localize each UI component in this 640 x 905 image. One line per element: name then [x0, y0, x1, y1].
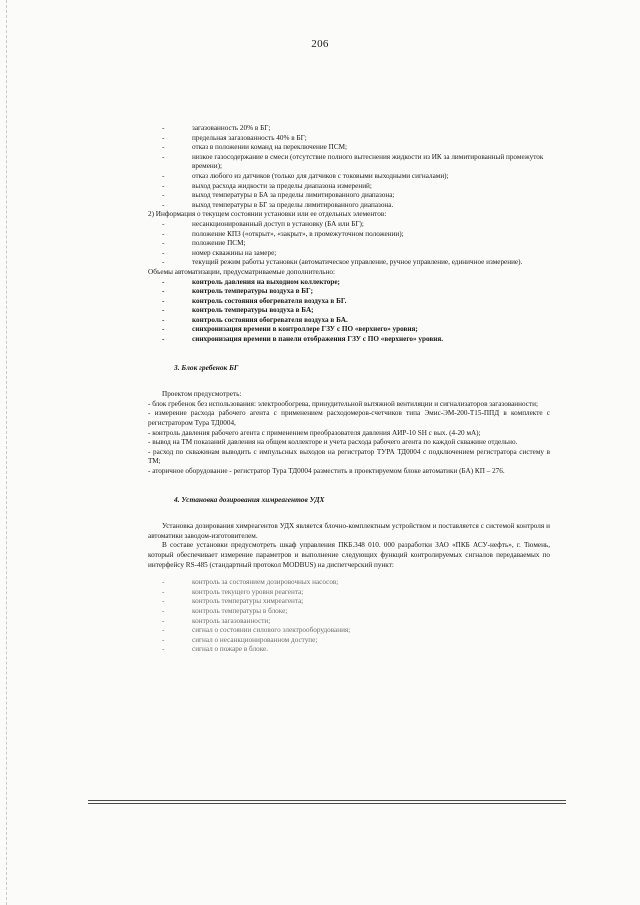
- list-item: [160, 220, 550, 230]
- list-item-text: контроль температуры химреагента;: [192, 597, 304, 606]
- list-item-text: сигнал о несанкционированном доступе;: [192, 635, 318, 644]
- list-item: [160, 325, 550, 335]
- list-item-text: отказ в положении команд на переключение ПСМ;: [192, 143, 348, 152]
- list-item-text: предельная загазованность 40% в БГ;: [192, 133, 307, 142]
- section-4-paragraph-1: Установка дозирования химреагентов УДХ является блочно-комплектным устройством и поставляется с системой контроля и автоматики заводом-изготовителем.: [148, 522, 550, 540]
- list-item-text: контроль давления на выходном коллекторе;: [192, 277, 340, 286]
- list-dash: -: [162, 587, 165, 596]
- list-dash: -: [162, 606, 165, 615]
- list-dash: -: [162, 335, 165, 344]
- udh-signal-list: [160, 578, 550, 655]
- list-item: [160, 645, 550, 655]
- list-dash: -: [162, 229, 165, 238]
- list-item-text: контроль за состоянием дозировочных насосов;: [192, 578, 339, 587]
- list-item-text: сигнал о состоянии силового электрооборудования;: [192, 626, 351, 635]
- section-3-items: [148, 399, 550, 477]
- section-3-item: - блок гребенок без использования: электрообогрева, принудительной вытяжной вентиляции и сигнализаторов загазованности;: [148, 399, 538, 408]
- list-item: [160, 316, 550, 326]
- list-dash: -: [162, 200, 165, 209]
- list-dash: -: [162, 635, 165, 644]
- list-item: [160, 153, 550, 172]
- list-dash: -: [162, 258, 165, 267]
- list-item: [160, 597, 550, 607]
- list-item-text: контроль температуры в блоке;: [192, 606, 288, 615]
- list-item: [160, 607, 550, 617]
- list-item: [160, 297, 550, 307]
- footer-rule: [88, 800, 566, 801]
- list-item: [160, 239, 550, 249]
- list-item-text: номер скважины на замере;: [192, 248, 277, 257]
- section-3-item: - аторичное оборудование - регистратор Тура ТД0004 разместить в проектируемом блоке автоматики (БА) КП – 276.: [148, 467, 505, 475]
- page-number: 206: [311, 38, 329, 50]
- list-item: [160, 588, 550, 598]
- list-item: [160, 201, 550, 211]
- list-dash: -: [162, 181, 165, 190]
- list-item-text: контроль состояния обогревателя воздуха в БА.: [192, 315, 348, 324]
- list-item: [160, 134, 550, 144]
- list-item-text: контроль температуры воздуха в БГ;: [192, 287, 314, 296]
- list-dash: -: [162, 645, 165, 654]
- list-item: [160, 578, 550, 588]
- section-3-item: - вывод на ТМ показаний давления на общем коллекторе и учета расхода рабочего агента по каждой скважине отдельно.: [148, 438, 518, 447]
- list-dash: -: [162, 124, 165, 132]
- section-4-title: 4. Установка дозирования химреагентов УДХ: [174, 494, 325, 504]
- list-dash: -: [162, 239, 165, 248]
- extra-list: [160, 278, 550, 345]
- list-item: [160, 124, 550, 134]
- list-dash: -: [162, 171, 165, 180]
- list-dash: -: [162, 616, 165, 625]
- info-header: 2) Информация о текущем состоянии установки или ее отдельных элементов:: [148, 210, 387, 219]
- list-dash: -: [162, 143, 165, 152]
- list-item: [160, 306, 550, 316]
- list-dash: -: [162, 152, 165, 161]
- list-item: [160, 249, 550, 259]
- list-item: [160, 617, 550, 627]
- list-dash: -: [162, 248, 165, 257]
- list-item: [160, 636, 550, 646]
- list-item-text: синхронизация времени в контроллере ГЗУ с ПО «верхнего» уровня;: [192, 325, 418, 334]
- section-3-item: - расход по скважинам выводить с импульсных выходов на регистратор ТУРА ТД0004 с подключением регистратора систему в ТМ;: [148, 447, 550, 466]
- list-item: [160, 182, 550, 192]
- list-item: [160, 287, 550, 297]
- extra-header: Объемы автоматизации, предусматриваемые дополнительно:: [148, 267, 336, 276]
- list-dash: -: [162, 597, 165, 606]
- list-item-text: выход температуры в БА за пределы лимитированного диапазона;: [192, 191, 395, 200]
- status-list: [160, 220, 550, 268]
- list-dash: -: [162, 578, 165, 587]
- list-item-text: текущий режим работы установки (автоматическое управление, ручное управление, единичное измерение).: [192, 258, 523, 267]
- list-dash: -: [162, 191, 165, 200]
- list-item-text: контроль состояния обогревателя воздуха в БГ.: [192, 296, 347, 305]
- list-dash: -: [162, 315, 165, 324]
- list-item: [160, 230, 550, 240]
- page-content: [148, 124, 550, 655]
- list-dash: -: [162, 287, 165, 296]
- list-item: [160, 191, 550, 201]
- list-item: [160, 278, 550, 288]
- list-dash: -: [162, 325, 165, 334]
- list-item-text: синхронизация времени в панели отображения ГЗУ с ПО «верхнего» уровня.: [192, 335, 444, 344]
- footer-rule-2: [88, 803, 566, 804]
- list-item-text: загазованность 20% в БГ;: [192, 124, 271, 132]
- list-dash: -: [162, 296, 165, 305]
- section-3-item: - контроль давления рабочего агента с применением преобразователя давления АИР-10 SH с вых. (4-20 мА);: [148, 428, 481, 437]
- list-item-text: выход температуры в БГ за пределы лимитированного диапазона.: [192, 200, 394, 209]
- list-item-text: низкое газосодержание в смеси (отсутствие полного вытеснения жидкости из ИК за лимитированный промежуток времени);: [192, 152, 544, 171]
- list-item-text: положение ПСМ;: [192, 239, 246, 248]
- list-item: [160, 258, 550, 268]
- list-item: [160, 335, 550, 345]
- list-item: [160, 143, 550, 153]
- alarm-list: [160, 124, 550, 210]
- list-item: [160, 172, 550, 182]
- list-dash: -: [162, 626, 165, 635]
- list-dash: -: [162, 306, 165, 315]
- list-dash: -: [162, 277, 165, 286]
- list-item-text: отказ любого из датчиков (только для датчиков с токовыми выходными сигналами);: [192, 171, 449, 180]
- list-item-text: сигнал о пожаре в блоке.: [192, 645, 269, 654]
- section-3-intro: Проектом предусмотреть:: [162, 390, 242, 399]
- section-3-item: - измерение расхода рабочего агента с применением расходомеров-счетчиков типа Эмис-ЭМ-200-Т15-ППД в комплекте с регистратором Тура ТД0004,: [148, 409, 550, 428]
- list-item-text: контроль загазованности;: [192, 616, 271, 625]
- list-item-text: несанкционированный доступ в установку (БА или БГ);: [192, 219, 364, 228]
- list-item-text: положение КПЗ («открыт», «закрыт», в промежуточном положении);: [192, 229, 404, 238]
- list-item-text: контроль текущего уровня реагента;: [192, 587, 304, 596]
- list-dash: -: [162, 133, 165, 142]
- section-4-paragraph-2: В составе установки предусмотреть шкаф управления ПКБ.348 010. 000 разработки ЗАО «ПКБ АСУ-нефть», г. Тюмень, который обеспечивает измерение параметров и выполнение следующих функций контролируемых сигналов передаваемых по интерфейсу RS-485 (стандартный протокол MODBUS) на диспетчерский пункт:: [148, 541, 550, 569]
- list-dash: -: [162, 219, 165, 228]
- list-item: [160, 626, 550, 636]
- scan-edge-line: [6, 0, 8, 905]
- list-item-text: выход расхода жидкости за пределы диапазона измерений;: [192, 181, 372, 190]
- section-3-title: 3. Блок гребенок БГ: [174, 362, 239, 372]
- list-item-text: контроль температуры воздуха в БА;: [192, 306, 314, 315]
